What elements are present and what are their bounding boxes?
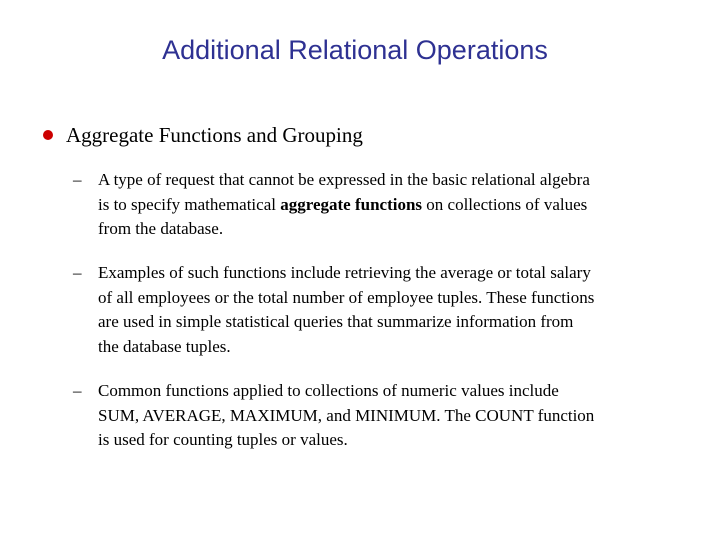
sub-bullet-3-line-3: is used for counting tuples or values.: [98, 430, 348, 449]
sub-bullet-1-line-2: [98, 193, 693, 218]
sub-bullet-1-line-3: from the database.: [98, 219, 224, 238]
sub-bullet-3: [73, 379, 693, 453]
sub-bullet-2-line-3: are used in simple statistical queries that summarize information from: [98, 312, 574, 331]
sub-bullet-3-line-2: SUM, AVERAGE, MAXIMUM, and MINIMUM. The COUNT function: [98, 405, 595, 425]
bullet-dot-icon: [43, 130, 53, 140]
sub-bullet-3-line-1: Common functions applied to collections of numeric values include: [98, 381, 559, 400]
sub-bullet-1-line-2-post: on collections of values: [422, 194, 588, 214]
slide-title: Additional Relational Operations: [162, 35, 548, 65]
sub-bullet-2-line-2: of all employees or the total number of employee tuples. These functions: [98, 287, 595, 307]
dash-marker: –: [73, 381, 82, 400]
sub-bullet-1-line-1: A type of request that cannot be expressed in the basic relational algebra: [98, 170, 590, 189]
main-bullet-text: Aggregate Functions and Grouping: [66, 122, 363, 147]
sub-bullet-1: [73, 168, 693, 242]
dash-marker: –: [73, 170, 82, 189]
sub-bullet-1-line-2-pre: is to specify mathematical: [98, 194, 281, 214]
aggregate-functions-term: aggregate functions: [280, 194, 423, 214]
dash-marker: –: [73, 263, 82, 282]
main-bullet: [42, 120, 363, 150]
sub-bullet-2: [73, 261, 693, 359]
sub-bullet-2-line-4: the database tuples.: [98, 336, 231, 356]
sub-bullet-2-line-1: Examples of such functions include retrieving the average or total salary: [98, 263, 591, 282]
